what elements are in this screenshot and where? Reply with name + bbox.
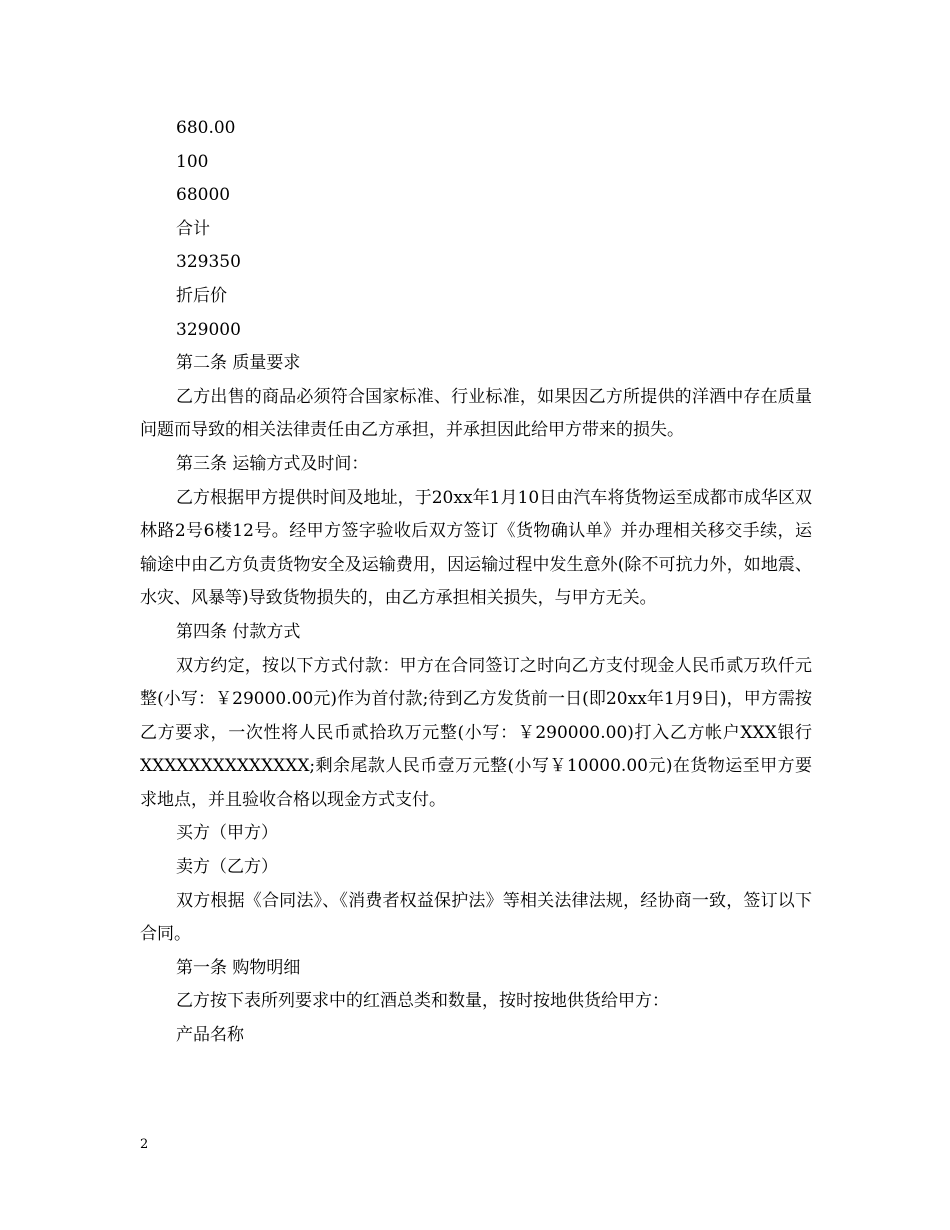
paragraph-total-label: 合计 xyxy=(176,218,210,239)
paragraph-unit-price: 680.00 xyxy=(176,118,236,138)
paragraph-supply: 乙方按下表所列要求中的红酒总类和数量，按时按地供货给甲方： xyxy=(176,991,669,1012)
paragraph-total-value: 329350 xyxy=(176,252,241,273)
heading-article-2: 第二条 质量要求 xyxy=(176,353,301,374)
heading-article-3: 第三条 运输方式及时间： xyxy=(176,453,369,474)
paragraph-payment: 双方约定，按以下方式付款：甲方在合同签订之时向乙方支付现金人民币贰万玖仟元整(小写：￥29000.00元)作为首付款;待到乙方发货前一日(即20xx年1月9日)，甲方需按乙方要求，一次性将人民币贰拾玖万元整(小写：￥290000.00)打入乙方帐户XXX银行XXXXXXXXXXXXXX;剩余尾款人民币壹万元整(小写￥10000.00元)在货物运至甲方要求地点，并且验收合格以现金方式支付。 xyxy=(140,655,812,810)
paragraph-preamble: 双方根据《合同法》、《消费者权益保护法》等相关法律法规，经协商一致，签订以下合同。 xyxy=(140,890,812,945)
paragraph-amount: 68000 xyxy=(176,185,231,206)
heading-article-4: 第四条 付款方式 xyxy=(176,621,301,642)
paragraph-product-name: 产品名称 xyxy=(176,1025,244,1046)
paragraph-buyer: 买方（甲方） xyxy=(176,823,278,844)
paragraph-seller: 卖方（乙方） xyxy=(176,857,278,878)
paragraph-discount-label: 折后价 xyxy=(176,285,227,306)
paragraph-quantity: 100 xyxy=(176,151,209,172)
paragraph-quality: 乙方出售的商品必须符合国家标准、行业标准，如果因乙方所提供的洋酒中存在质量问题而导致的相关法律责任由乙方承担，并承担因此给甲方带来的损失。 xyxy=(140,386,812,441)
page-number: 2 xyxy=(140,1137,149,1152)
heading-article-1: 第一条 购物明细 xyxy=(176,957,301,978)
paragraph-transport: 乙方根据甲方提供时间及地址，于20xx年1月10日由汽车将货物运至成都市成华区双林路2号6楼12号。经甲方签字验收后双方签订《货物确认单》并办理相关移交手续，运输途中由乙方负责货物安全及运输费用，因运输过程中发生意外(除不可抗力外，如地震、水灾、风暴等)导致货物损失的，由乙方承担相关损失，与甲方无关。 xyxy=(140,487,812,609)
paragraph-discount-value: 329000 xyxy=(176,319,241,340)
document-body xyxy=(140,112,812,1053)
